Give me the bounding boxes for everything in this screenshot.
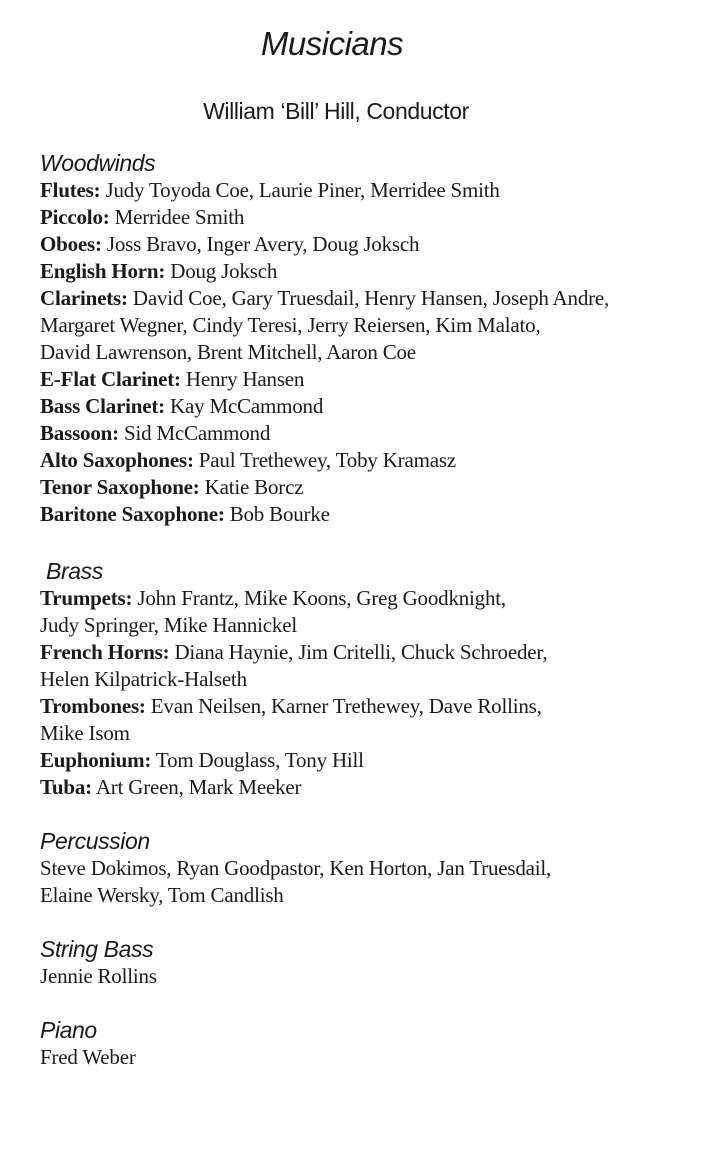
roster-line xyxy=(40,393,710,420)
section-lines xyxy=(40,1044,710,1071)
roster-line xyxy=(40,420,710,447)
musician-names: Helen Kilpatrick-Halseth xyxy=(40,667,247,691)
instrument-label: English Horn: xyxy=(40,259,166,283)
roster-line xyxy=(40,720,710,747)
roster-line xyxy=(40,258,710,285)
musician-names: Merridee Smith xyxy=(109,205,245,229)
musician-names: Elaine Wersky, Tom Candlish xyxy=(40,883,284,907)
roster-line xyxy=(40,1044,710,1071)
instrument-label: Alto Saxophones: xyxy=(40,448,194,472)
roster-line xyxy=(40,312,710,339)
section-title: Woodwinds xyxy=(40,150,156,176)
woodwinds-section xyxy=(40,149,710,528)
musician-names: David Coe, Gary Truesdail, Henry Hansen, Joseph Andre, xyxy=(127,286,610,310)
musician-names: Doug Joksch xyxy=(165,259,278,283)
musician-names: Diana Haynie, Jim Critelli, Chuck Schroeder, xyxy=(169,640,548,664)
roster-line xyxy=(40,447,710,474)
section-lines xyxy=(40,855,710,909)
musician-names: Steve Dokimos, Ryan Goodpastor, Ken Horton, Jan Truesdail, xyxy=(40,856,552,880)
section-lines xyxy=(40,585,710,801)
roster-line xyxy=(40,585,710,612)
instrument-label: Baritone Saxophone: xyxy=(40,502,225,526)
musician-names: Fred Weber xyxy=(40,1045,136,1069)
musician-names: Joss Bravo, Inger Avery, Doug Joksch xyxy=(101,232,420,256)
roster-line xyxy=(40,882,710,909)
musician-names: Margaret Wegner, Cindy Teresi, Jerry Reiersen, Kim Malato, xyxy=(40,313,541,337)
roster-line xyxy=(40,855,710,882)
brass-section xyxy=(40,557,710,801)
string-bass-section xyxy=(40,935,710,990)
musician-names: Art Green, Mark Meeker xyxy=(91,775,302,799)
roster-line xyxy=(40,612,710,639)
instrument-label: Trombones: xyxy=(40,694,146,718)
musician-names: Tom Douglass, Tony Hill xyxy=(151,748,364,772)
section-title: Percussion xyxy=(40,828,150,854)
instrument-label: Flutes: xyxy=(40,178,101,202)
instrument-label: Piccolo: xyxy=(40,205,110,229)
musician-names: David Lawrenson, Brent Mitchell, Aaron Coe xyxy=(40,340,416,364)
roster-line xyxy=(40,666,710,693)
musician-names: Kay McCammond xyxy=(164,394,324,418)
roster-line xyxy=(40,501,710,528)
musician-names: Bob Bourke xyxy=(224,502,330,526)
musician-names: Evan Neilsen, Karner Trethewey, Dave Rollins, xyxy=(145,694,542,718)
instrument-label: French Horns: xyxy=(40,640,170,664)
instrument-label: Bass Clarinet: xyxy=(40,394,165,418)
instrument-label: Tenor Saxophone: xyxy=(40,475,200,499)
roster-line xyxy=(40,963,710,990)
roster-line xyxy=(40,339,710,366)
roster-line xyxy=(40,774,710,801)
roster-line xyxy=(40,204,710,231)
musician-names: Paul Trethewey, Toby Kramasz xyxy=(193,448,456,472)
musician-names: Sid McCammond xyxy=(118,421,271,445)
roster-line xyxy=(40,177,710,204)
instrument-label: Tuba: xyxy=(40,775,92,799)
section-lines xyxy=(40,963,710,990)
musician-names: Judy Springer, Mike Hannickel xyxy=(40,613,297,637)
musician-names: John Frantz, Mike Koons, Greg Goodknight, xyxy=(132,586,506,610)
roster-line xyxy=(40,366,710,393)
instrument-label: Clarinets: xyxy=(40,286,128,310)
roster-line xyxy=(40,474,710,501)
roster-line xyxy=(40,285,710,312)
roster-line xyxy=(40,693,710,720)
instrument-label: Oboes: xyxy=(40,232,102,256)
instrument-label: E-Flat Clarinet: xyxy=(40,367,181,391)
musician-names: Mike Isom xyxy=(40,721,130,745)
section-title: Brass xyxy=(46,558,103,584)
page-title: Musicians xyxy=(260,25,404,62)
musician-names: Katie Borcz xyxy=(199,475,304,499)
musician-names: Henry Hansen xyxy=(180,367,305,391)
roster-line xyxy=(40,231,710,258)
instrument-label: Trumpets: xyxy=(40,586,133,610)
section-title: Piano xyxy=(40,1017,97,1043)
roster-line xyxy=(40,747,710,774)
piano-section xyxy=(40,1016,710,1071)
musician-names: Jennie Rollins xyxy=(40,964,157,988)
section-title: String Bass xyxy=(40,936,154,962)
percussion-section xyxy=(40,827,710,909)
musician-names: Judy Toyoda Coe, Laurie Piner, Merridee Smith xyxy=(100,178,500,202)
roster-line xyxy=(40,639,710,666)
instrument-label: Euphonium: xyxy=(40,748,152,772)
conductor-line: William ‘Bill’ Hill, Conductor xyxy=(203,98,469,124)
section-lines xyxy=(40,177,710,528)
instrument-label: Bassoon: xyxy=(40,421,119,445)
